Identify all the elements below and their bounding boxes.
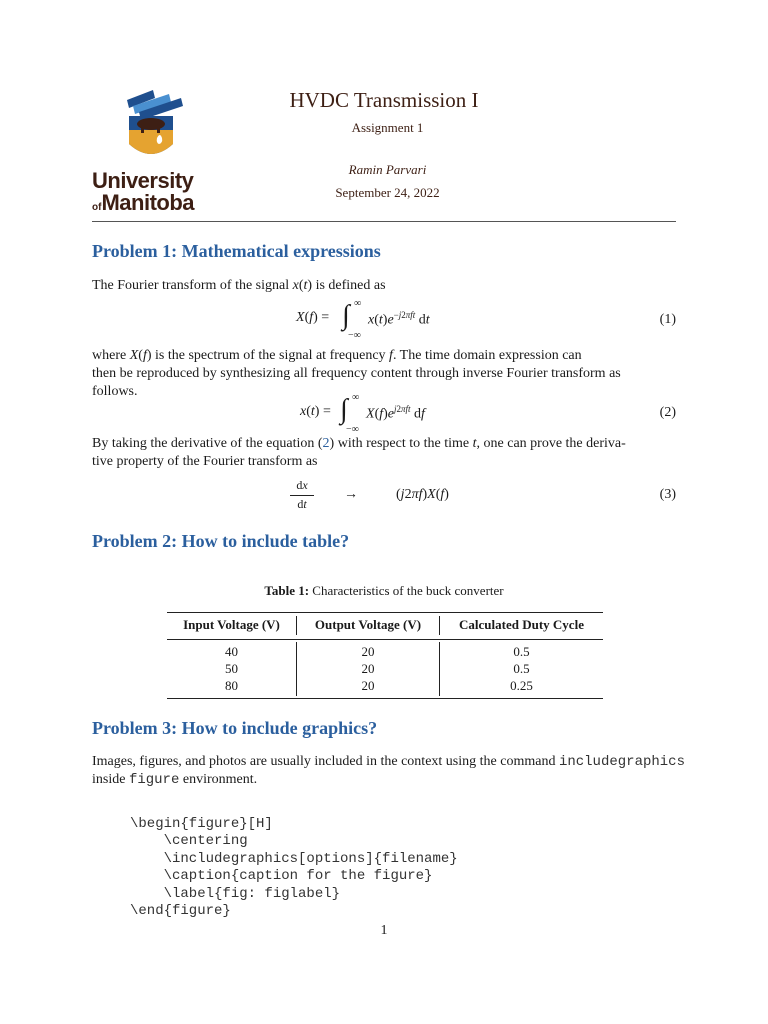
table-row: 50 20 0.5 (225, 661, 530, 676)
code-line: \begin{figure}[H] (130, 815, 273, 832)
buck-converter-table (167, 612, 603, 699)
equation-3-number: (3) (659, 487, 676, 502)
problem1-paragraph2-line2: then be reproduced by synthesizing all frequency content through inverse Fourier transform as (92, 366, 621, 381)
equation-reference-link[interactable]: 2 (322, 436, 330, 451)
document-date: September 24, 2022 (335, 185, 440, 200)
code-line: \end{figure} (130, 903, 231, 919)
equation-1-number: (1) (659, 312, 676, 327)
logo-wordmark-of: of (92, 202, 102, 213)
table-header-input: Input Voltage (V) (183, 617, 280, 632)
document-title: HVDC Transmission I (289, 88, 479, 112)
assignment-subtitle: Assignment 1 (351, 120, 424, 135)
latex-code-block (130, 798, 458, 938)
logo-wordmark-line1: University (92, 168, 194, 193)
code-line: \caption{caption for the figure} (130, 868, 433, 884)
table-row: 40 20 0.5 (225, 644, 530, 659)
problem1-heading: Problem 1: Mathematical expressions (92, 241, 381, 261)
problem2-heading: Problem 2: How to include table? (92, 531, 350, 551)
problem1-paragraph2-line3: follows. (92, 384, 138, 399)
code-line: \includegraphics[options]{filename} (130, 850, 458, 867)
table-row: 80 20 0.25 (225, 678, 533, 693)
equation-2-number: (2) (659, 405, 676, 420)
problem1-paragraph1: The Fourier transform of the signal x(t) is defined as (92, 278, 386, 293)
problem1-paragraph3: By taking the derivative of the equation (2) with respect to the time t, one can prove the deriva- (92, 436, 626, 451)
author-name: Ramin Parvari (348, 162, 427, 177)
problem3-paragraph: Images, figures, and photos are usually included in the context using the command includegraphics (92, 754, 685, 770)
problem1-paragraph2: where X(f) is the spectrum of the signal at frequency f. The time domain expression can (92, 348, 582, 363)
problem1-paragraph3-line2: tive property of the Fourier transform as (92, 454, 318, 469)
table-caption: Table 1: Characteristics of the buck converter (264, 583, 504, 598)
table-header-output: Output Voltage (V) (314, 617, 422, 632)
problem3-paragraph-line2: inside figure environment. (92, 772, 258, 788)
problem3-heading: Problem 3: How to include graphics? (92, 718, 378, 738)
code-line: \centering (130, 833, 248, 849)
equation-3: dx dt → (j2πf)X(f) (290, 478, 510, 514)
page-number: 1 (380, 923, 388, 938)
code-line: \label{fig: figlabel} (130, 885, 341, 902)
header-rule (92, 221, 676, 222)
table-header-duty: Calculated Duty Cycle (459, 617, 584, 632)
logo-wordmark-line2: Manitoba (101, 190, 195, 215)
